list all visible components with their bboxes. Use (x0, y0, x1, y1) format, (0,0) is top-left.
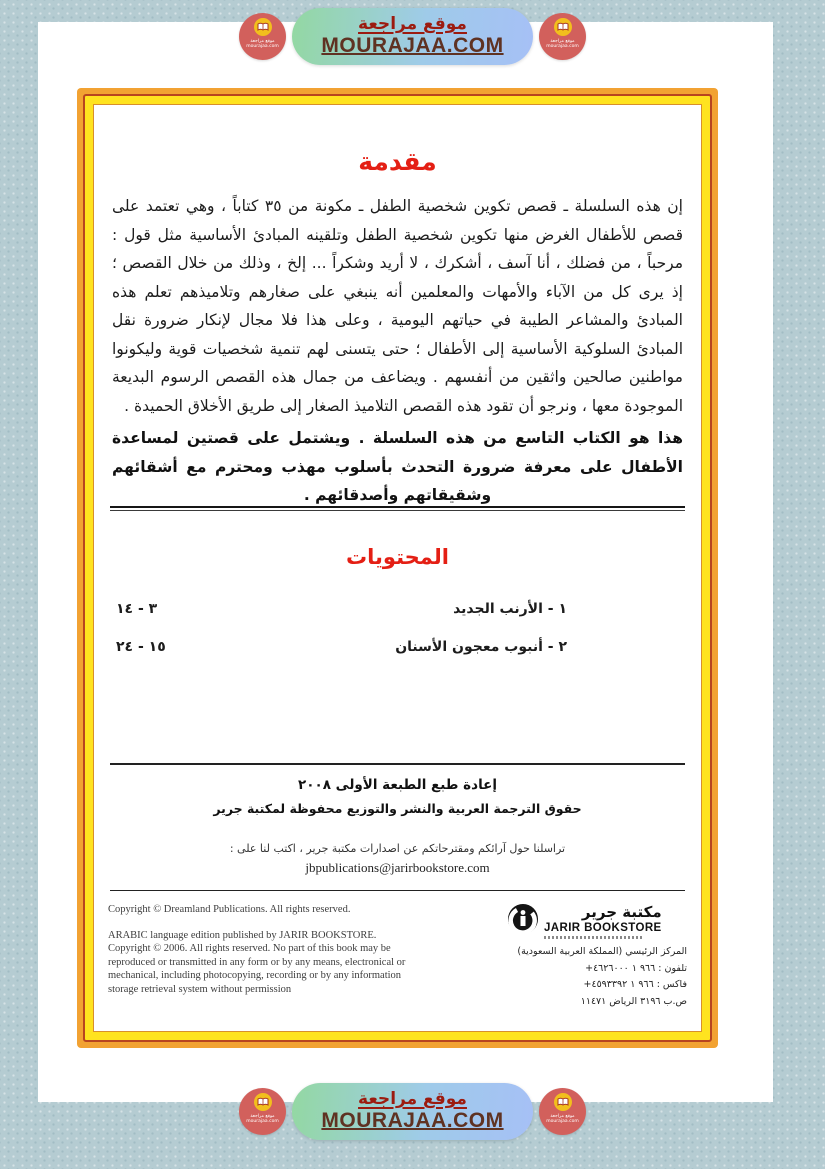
copyright-line: mechanical, including photocopying, recording or by any information (108, 970, 402, 981)
open-book-icon (254, 1093, 272, 1111)
site-domain[interactable]: MOURAJAA.COM (321, 1109, 504, 1132)
fax-line: فاكس : +٩٦٦ ١ ٤٥٩٣٣٩٢ (583, 979, 687, 990)
publisher-name-arabic: مكتبة جرير (581, 903, 662, 921)
open-book-icon (554, 1093, 572, 1111)
open-book-icon (554, 18, 572, 36)
publisher-brand (507, 903, 687, 939)
feedback-line: تراسلنا حول آرائكم ومقترحاتكم عن اصدارات مكتبة جرير ، اكتب لنا على : (229, 842, 566, 855)
toc-entry-title: ٢ - أنبوب معجون الأسنان (395, 639, 567, 655)
site-stamp-badge (239, 1088, 286, 1135)
intro-heading: مقدمة (358, 147, 437, 176)
head-office-line: المركز الرئيسي (المملكة العربية السعودية) (517, 946, 687, 957)
copyright-line: Copyright © 2006. All rights reserved. No part of this book may be (108, 943, 391, 954)
publisher-name-english: JARIR BOOKSTORE (544, 922, 662, 934)
publication-rule-top (110, 763, 685, 765)
toc-entry-pages: ١٥ - ٢٤ (116, 639, 166, 655)
open-book-icon (254, 18, 272, 36)
stamp-text: موقع مراجعة mourajaa.com (546, 38, 579, 49)
rights-line: حقوق الترجمة العربية والنشر والتوزيع محفوظة لمكتبة جرير (213, 801, 582, 816)
phone-line: تلفون : +٩٦٦ ١ ٤٦٢٦٠٠٠ (585, 962, 687, 974)
pobox-line: ص.ب ٣١٩٦ الرياض ١١٤٧١ (580, 995, 687, 1007)
publisher-email-link[interactable]: jbpublications@jarirbookstore.com (305, 860, 490, 875)
publisher-block (507, 903, 687, 1010)
decorative-frame (77, 88, 718, 1048)
site-stamp-badge (539, 1088, 586, 1135)
site-link-pill[interactable] (292, 1083, 533, 1140)
stamp-text: موقع مراجعة mourajaa.com (246, 38, 279, 49)
reprint-line: إعادة طبع الطبعة الأولى ٢٠٠٨ (298, 777, 497, 793)
stamp-text: موقع مراجعة mourajaa.com (246, 1113, 279, 1124)
intro-paragraph: إن هذه السلسلة ـ قصص تكوين شخصية الطفل ـ مكونة من ٣٥ كتاباً ، وهي تعتمد على قصص للأطفال الغرض منها تكوين شخصية الطفل وتلقينه المبادئ الأساسية مثل قول : مرحباً ، من فضلك ، أنا آسف ، أشكرك ، لا أريد وشكراً ... إلخ ، وذلك من خلال القصص ؛ إذ يرى كل من الآباء والأمهات والمعلمين أنه ينبغي على صغارهم وتلاميذهم تعلم هذه المبادئ والمشاعر الطيبة في حياتهم اليومية ، وعلى هذا فلا مجال لإنكار ضرورة نقل المبادئ السلوكية الأساسية إلى الأطفال ؛ حتى يتسنى لهم تنمية شخصيات قوية وليكونوا مواطنين صالحين واثقين من أنفسهم . ويضاعف من جمال هذه القصص الرسوم البديعة الموجودة معها ، ونرجو أن تقود هذه القصص التلاميذ الصغار إلى طريق الأخلاق الحميدة . (112, 197, 683, 415)
publication-rule-bottom (110, 890, 685, 891)
contents-heading: المحتويات (346, 545, 449, 569)
table-of-contents (108, 601, 687, 677)
page-content (93, 104, 702, 1032)
site-stamp-badge (239, 13, 286, 60)
site-domain[interactable]: MOURAJAA.COM (321, 34, 504, 57)
toc-row (108, 601, 687, 639)
scanned-book-page (38, 22, 773, 1102)
top-watermark-banner (0, 5, 825, 67)
logo-fine-print (544, 936, 644, 939)
imprint-row (108, 903, 687, 1010)
copyright-block (108, 903, 503, 996)
site-link-pill[interactable] (292, 8, 533, 65)
copyright-line: ARABIC language edition published by JARIR BOOKSTORE. (108, 929, 377, 941)
jarir-logo-icon (507, 903, 539, 939)
copyright-line: reproduced or transmitted in any form or by any means, electronical or (108, 956, 406, 968)
toc-entry-pages: ٣ - ١٤ (116, 601, 158, 617)
site-name-arabic: موقع مراجعة (358, 1089, 467, 1109)
intro-paragraph-bold: هذا هو الكتاب التاسع من هذه السلسلة . ويشتمل على قصتين لمساعدة الأطفال على معرفة ضرورة التحدث بأسلوب مهذب ومحترم مع أشقائهم وشقيقاتهم وأصدقائهم . (112, 429, 683, 504)
bottom-watermark-banner (0, 1080, 825, 1142)
site-name-arabic: موقع مراجعة (358, 14, 467, 34)
copyright-line: storage retrieval system without permission (108, 983, 292, 995)
stamp-text: موقع مراجعة mourajaa.com (546, 1113, 579, 1124)
copyright-line: Copyright © Dreamland Publications. All rights reserved. (108, 904, 351, 915)
site-stamp-badge (539, 13, 586, 60)
toc-row (108, 639, 687, 677)
toc-entry-title: ١ - الأرنب الجديد (453, 601, 567, 617)
